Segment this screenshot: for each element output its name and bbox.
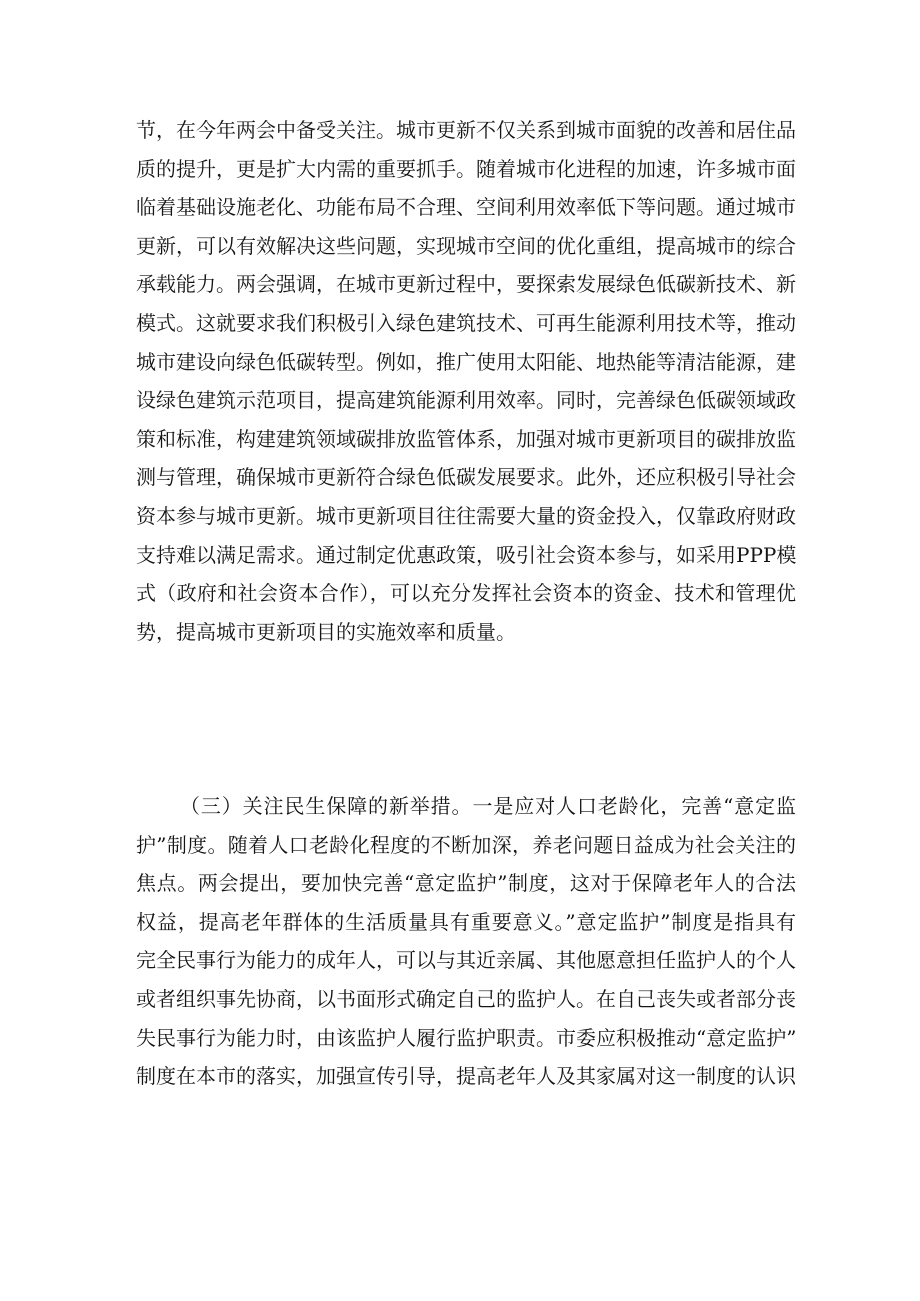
text-line: 权益，提高老年群体的生活质量具有重要意义。”意定监护”制度是指具有 [136,909,796,934]
section-heading-line: （三）关注民生保障的新举措。一是应对人口老龄化，完善“意定监 [180,794,796,818]
text-line: 节，在今年两会中备受关注。城市更新不仅关系到城市面貌的改善和居住品 [136,118,796,142]
text-line: 制度在本市的落实，加强宣传引导，提高老年人及其家属对这一制度的认识 [136,1064,796,1089]
text-line: 模式。这就要求我们积极引入绿色建筑技术、可再生能源利用技术等，推动 [136,310,796,335]
text-line: 更新，可以有效解决这些问题，实现城市空间的优化重组，提高城市的综合 [136,233,796,258]
paragraph-urban-renewal [136,111,796,651]
text-line: 设绿色建筑示范项目，提高建筑能源利用效率。同时，完善绿色低碳领域政 [136,388,796,413]
text-line: 式（政府和社会资本合作），可以充分发挥社会资本的资金、技术和管理优 [136,581,796,606]
text-line: 资本参与城市更新。城市更新项目往往需要大量的资金投入，仅靠政府财政 [136,503,796,528]
text-line: 临着基础设施老化、功能布局不合理、空间利用效率低下等问题。通过城市 [136,195,796,220]
text-line: 策和标准，构建建筑领域碳排放监管体系，加强对城市更新项目的碳排放监 [136,426,796,451]
text-line: 支持难以满足需求。通过制定优惠政策，吸引社会资本参与，如采用PPP模 [136,542,796,567]
text-line: 承载能力。两会强调，在城市更新过程中，要探索发展绿色低碳新技术、新 [136,272,796,297]
text-line: 势，提高城市更新项目的实施效率和质量。 [136,619,516,644]
text-line: 焦点。两会提出，要加快完善“意定监护”制度，这对于保障老年人的合法 [136,871,796,896]
text-line: 失民事行为能力时，由该监护人履行监护职责。市委应积极推动“意定监护” [136,1025,796,1050]
text-line: 护”制度。随着人口老龄化程度的不断加深，养老问题日益成为社会关注的 [136,832,796,857]
text-line: 完全民事行为能力的成年人，可以与其近亲属、其他愿意担任监护人的个人 [136,948,796,973]
text-line: 质的提升，更是扩大内需的重要抓手。随着城市化进程的加速，许多城市面 [136,156,796,181]
text-line: 或者组织事先协商，以书面形式确定自己的监护人。在自己丧失或者部分丧 [136,986,796,1011]
text-line: 城市建设向绿色低碳转型。例如，推广使用太阳能、地热能等清洁能源，建 [136,349,796,374]
text-line: 测与管理，确保城市更新符合绿色低碳发展要求。此外，还应积极引导社会 [136,465,796,490]
paragraph-livelihood-measures [136,787,796,1096]
